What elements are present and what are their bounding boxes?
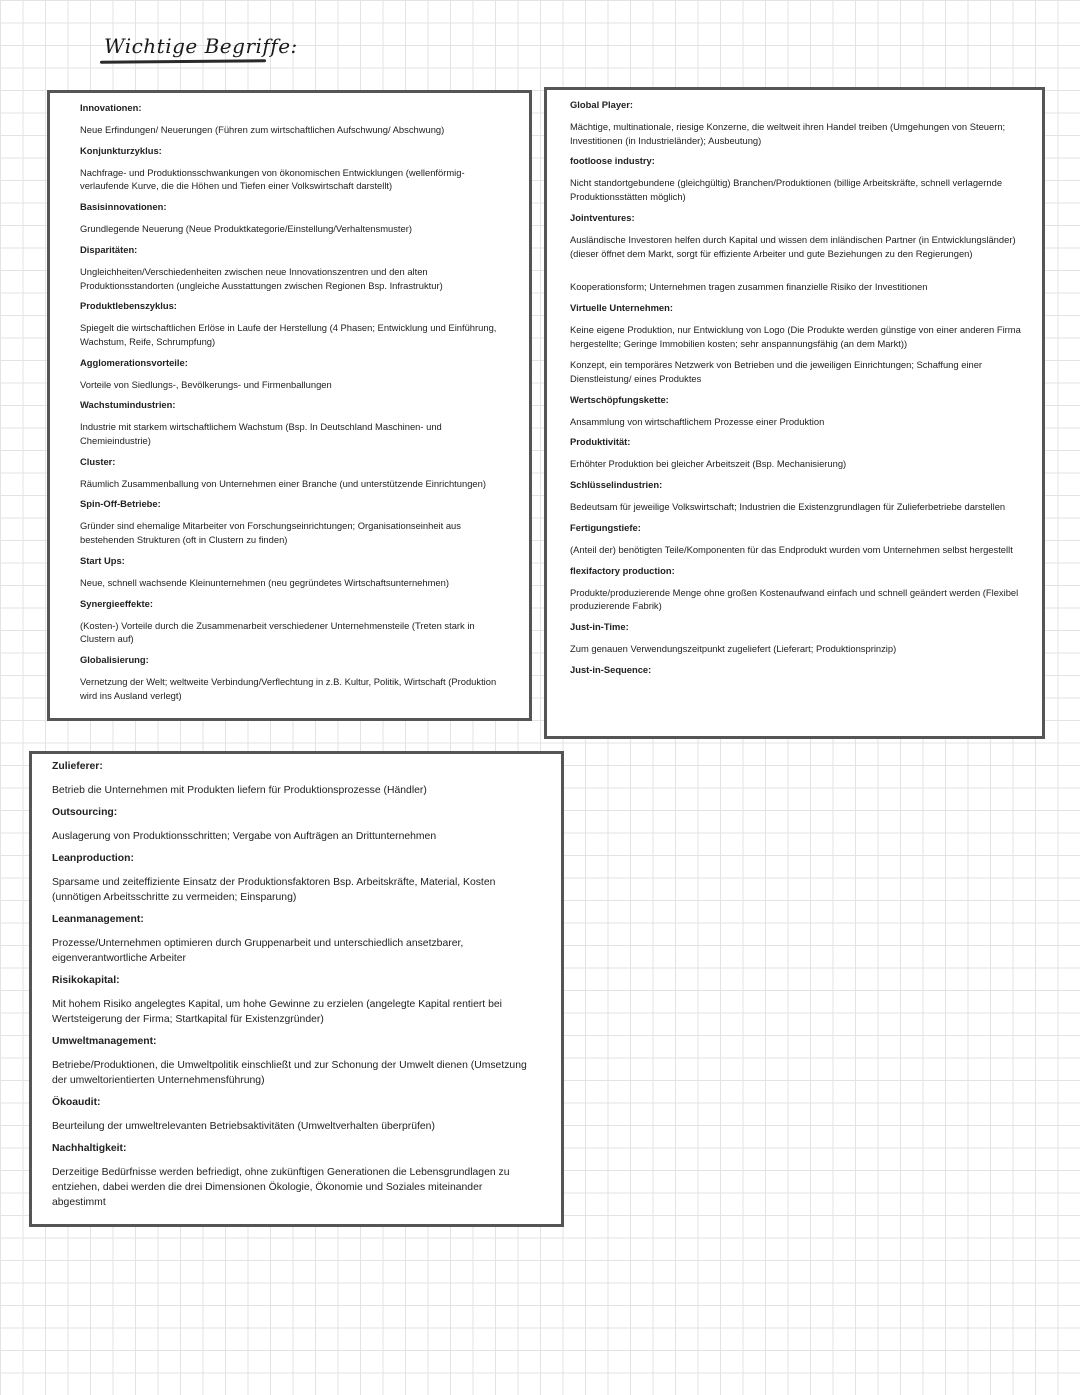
definition: (Kosten-) Vorteile durch die Zusammenarbeit verschiedener Unternehmensteile (Treten stark in Clustern auf) [80, 619, 475, 645]
term: Virtuelle Unternehmen: [570, 301, 673, 313]
term: Innovationen: [80, 102, 142, 113]
term: Just-in-Time: [570, 620, 629, 632]
term: Jointventures: [570, 211, 635, 223]
term: Wertschöpfungskette: [570, 393, 669, 405]
term: Cluster: [80, 455, 116, 467]
term: footloose industry: [570, 155, 655, 167]
term: Spin-Off-Betriebe: [80, 498, 161, 510]
definition: Ansammlung von wirtschaftlichem Prozesse einer Produktion [570, 415, 825, 427]
term: Risikokapital: [52, 975, 120, 986]
definition: Mit hohem Risiko angelegtes Kapital, um hohe Gewinne zu erzielen (angelegte Kapital rentiert bei Wertsteigerung der Firma; Startkapital für Existenzgründer) [52, 999, 502, 1025]
glossary-box-right [544, 87, 1045, 739]
entry-globalisierung [80, 654, 511, 702]
entry-just-in-time [570, 621, 1022, 656]
term: Nachhaltigkeit: [52, 1143, 127, 1154]
entry-nachhaltigkeit [52, 1142, 531, 1210]
definition: Vorteile von Siedlungs-, Bevölkerungs- und Firmenballungen [80, 378, 332, 390]
term: Start Ups: [80, 554, 125, 566]
entry-just-in-sequence [570, 664, 1022, 676]
entry-virtuelle-unternehmen [570, 302, 1022, 386]
entry-spin-off-betriebe [80, 498, 511, 546]
entry-risikokapital [52, 974, 531, 1027]
term: Globalisierung: [80, 653, 149, 665]
entry-global-player [570, 99, 1022, 147]
term: Umweltmanagement: [52, 1036, 157, 1047]
entry-zulieferer [52, 760, 531, 798]
definition: Beurteilung der umweltrelevanten Betriebsaktivitäten (Umweltverhalten überprüfen) [52, 1121, 435, 1132]
definition: Gründer sind ehemalige Mitarbeiter von Forschungseinrichtungen; Organisationseinheit aus bestehenden Strukturen (oft in Clustern zu finden) [80, 520, 461, 546]
definition: Bedeutsam für jeweilige Volkswirtschaft; Industrien die Existenzgrundlagen für Zulieferbetriebe darstellen [570, 501, 1006, 513]
definition: Prozesse/Unternehmen optimieren durch Gruppenarbeit und unterschiedlich ansetzbarer, eigenverantwortliche Arbeiter [52, 938, 464, 964]
definition: Ungleichheiten/Verschiedenheiten zwischen neue Innovationszentren und den alten Produktionsstandorten (ungleiche Ausstattungen zwischen Regionen Bsp. Infrastruktur) [80, 265, 443, 291]
definition: Derzeitige Bedürfnisse werden befriedigt, ohne zukünftigen Generationen die Lebensgrundlagen zu entziehen, dabei werden die drei Dimensionen Ökologie, Ökonomie und Soziales miteinander abgestimmt [52, 1167, 510, 1208]
title-underline [100, 59, 266, 63]
entry-basisinnovationen [80, 201, 511, 236]
glossary-box-bottom [29, 751, 564, 1227]
spacer [570, 268, 1022, 280]
entry-wachstumindustrien [80, 399, 511, 447]
term: Wachstumindustrien: [80, 399, 176, 411]
definition: Betrieb die Unternehmen mit Produkten liefern für Produktionsprozesse (Händler) [52, 785, 427, 796]
definition: Produkte/produzierende Menge ohne großen Kostenaufwand einfach und schnell geändert werden (Flexibel produzierende Fabrik) [570, 586, 1019, 612]
term: Zulieferer: [52, 761, 103, 772]
entry-disparitaeten [80, 244, 511, 292]
definition-extra: Kooperationsform; Unternehmen tragen zusammen finanzielle Risiko der Investitionen [570, 281, 928, 293]
term: Konjunkturzyklus: [80, 144, 162, 156]
entry-umweltmanagement [52, 1035, 531, 1088]
entry-outsourcing [52, 806, 531, 844]
entry-start-ups [80, 555, 511, 590]
definition: Nicht standortgebundene (gleichgültig) Branchen/Produktionen (billige Arbeitskräfte, schnell verlagernde Produktionsstätten möglich) [570, 177, 1003, 203]
entry-wertschoepfungskette [570, 394, 1022, 429]
entry-leanmanagement [52, 913, 531, 966]
definition: Auslagerung von Produktionsschritten; Vergabe von Aufträgen an Drittunternehmen [52, 831, 437, 842]
entry-flexifactory-production [570, 565, 1022, 613]
term: flexifactory production: [570, 564, 675, 576]
term: Ökoaudit: [52, 1097, 101, 1108]
term: Global Player: [570, 99, 634, 110]
definition: Industrie mit starkem wirtschaftlichem Wachstum (Bsp. In Deutschland Maschinen- und Chemieindustrie) [80, 421, 442, 447]
glossary-box-left [47, 90, 532, 721]
definition: Grundlegende Neuerung (Neue Produktkategorie/Einstellung/Verhaltensmuster) [80, 223, 412, 235]
definition: Sparsame und zeiteffiziente Einsatz der Produktionsfaktoren Bsp. Arbeitskräfte, Material, Kosten (unnötigen Arbeitsschritte zu vermeiden; Einsparung) [52, 877, 496, 903]
entry-produktlebenszyklus [80, 300, 511, 348]
definition: Keine eigene Produktion, nur Entwicklung von Logo (Die Produkte werden günstige von einer anderen Firma hergestellte; Geringe Immobilien kosten; sehr anspannungsfähig (an dem Markt)) [570, 323, 1021, 349]
term: Synergieeffekte: [80, 597, 153, 609]
term: Outsourcing: [52, 807, 118, 818]
term: Produktlebenszyklus: [80, 300, 177, 312]
entry-agglomerationsvorteile [80, 357, 511, 392]
entry-fertigungstiefe [570, 522, 1022, 557]
definition: Zum genauen Verwendungszeitpunkt zugeliefert (Lieferart; Produktionsprinzip) [570, 642, 897, 654]
entry-footloose-industry [570, 155, 1022, 203]
entry-cluster [80, 456, 511, 491]
term: Leanmanagement: [52, 914, 144, 925]
term: Basisinnovationen: [80, 201, 167, 213]
entry-konjunkturzyklus [80, 145, 511, 193]
definition: Betriebe/Produktionen, die Umweltpolitik einschließt und zur Schonung der Umwelt dienen (Umsetzung der umweltorientierten Unternehmensführung) [52, 1060, 527, 1086]
term: Disparitäten: [80, 243, 138, 255]
term: Just-in-Sequence: [570, 663, 652, 675]
entry-schluesselindustrien [570, 479, 1022, 514]
entry-innovationen [80, 102, 511, 137]
term: Agglomerationsvorteile: [80, 356, 188, 368]
term: Fertigungstiefe: [570, 521, 641, 533]
definition: Ausländische Investoren helfen durch Kapital und wissen dem inländischen Partner (in Entwicklungsländer) (dieser öffnet dem Markt, sorgt für effiziente Arbeiter und gute Beziehungen zu den Regierungen) [570, 233, 1016, 259]
definition: Nachfrage- und Produktionsschwankungen von ökonomischen Entwicklungen (wellenförmig-verlaufende Kurve, die die Höhen und Tiefen einer Volkswirtschaft darstellt) [80, 166, 465, 192]
definition-extra: Konzept, ein temporäres Netzwerk von Betrieben und die jeweiligen Einrichtungen; Schaffung einer Dienstleistung/ eines Produktes [570, 359, 983, 385]
definition: Spiegelt die wirtschaftlichen Erlöse in Laufe der Herstellung (4 Phasen; Entwicklung und Einführung, Wachstum, Reife, Schrumpfung) [80, 322, 497, 347]
page-title: Wichtige Begriffe: [104, 34, 298, 58]
entry-jointventures [570, 212, 1022, 294]
term: Schlüsselindustrien: [570, 479, 663, 491]
entry-leanproduction [52, 852, 531, 905]
entry-synergieeffekte [80, 598, 511, 646]
definition: Erhöhter Produktion bei gleicher Arbeitszeit (Bsp. Mechanisierung) [570, 458, 847, 470]
definition: (Anteil der) benötigten Teile/Komponenten für das Endprodukt wurden vom Unternehmen selbst hergestellt [570, 543, 1013, 555]
definition: Neue, schnell wachsende Kleinunternehmen (neu gegründetes Wirtschaftsunternehmen) [80, 576, 449, 588]
definition: Mächtige, multinationale, riesige Konzerne, die weltweit ihren Handel treiben (Umgehungen von Steuern; Investitionen (in Industrieländer); Ausbeutung) [570, 121, 1006, 146]
term: Leanproduction: [52, 853, 134, 864]
definition: Räumlich Zusammenballung von Unternehmen einer Branche (und unterstützende Einrichtungen) [80, 477, 486, 489]
term: Produktivität: [570, 436, 631, 448]
definition: Neue Erfindungen/ Neuerungen (Führen zum wirtschaftlichen Aufschwung/ Abschwung) [80, 124, 445, 135]
definition: Vernetzung der Welt; weltweite Verbindung/Verflechtung in z.B. Kultur, Politik, Wirtschaft (Produktion wird ins Ausland verlegt) [80, 675, 497, 701]
entry-oekoaudit [52, 1096, 531, 1134]
entry-produktivitaet [570, 436, 1022, 471]
